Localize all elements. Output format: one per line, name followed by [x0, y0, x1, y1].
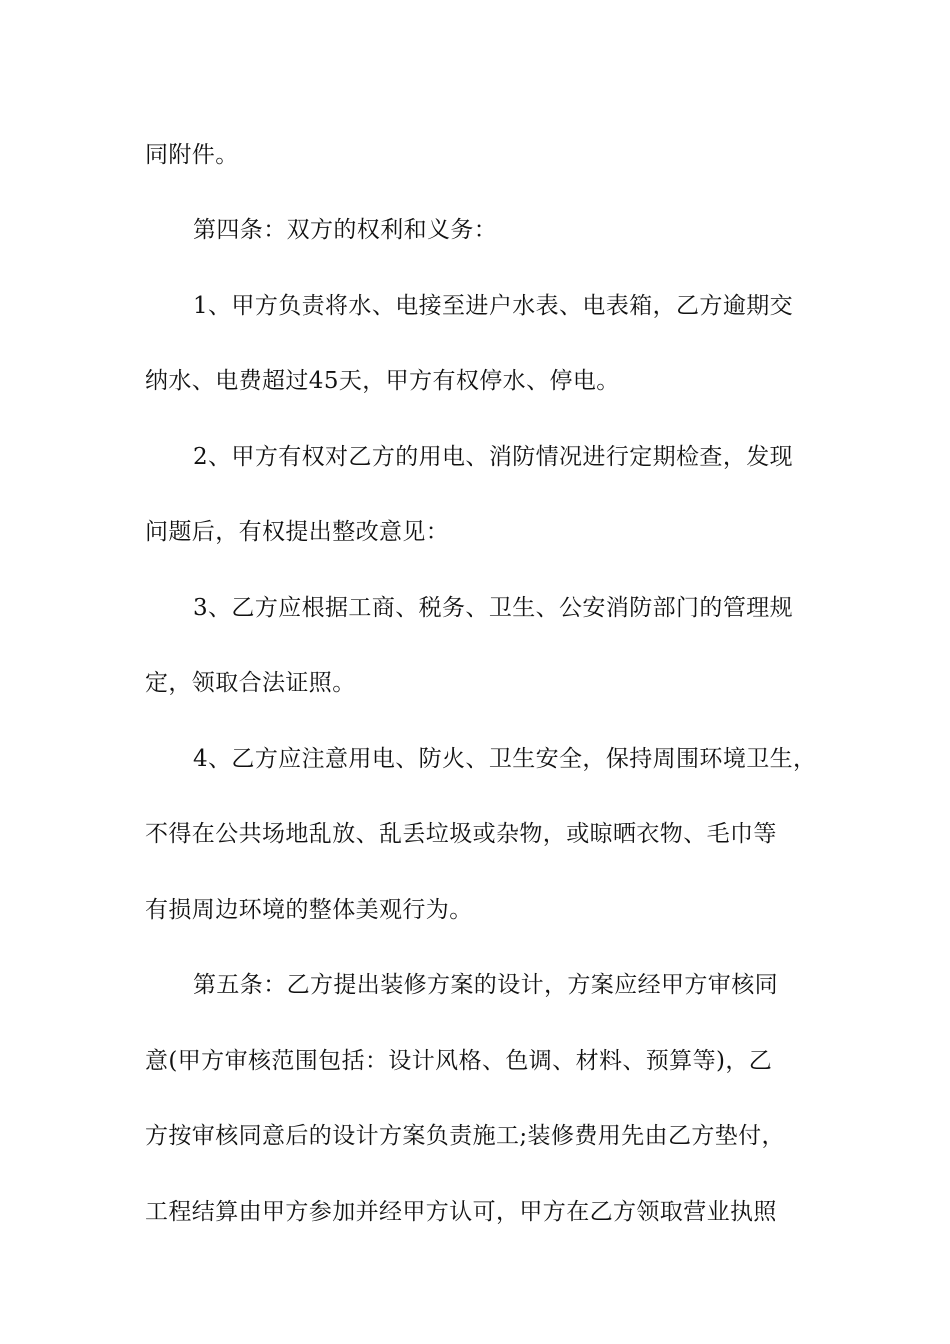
text-line: 2、甲方有权对乙方的用电、消防情况进行定期检查，发现 [193, 444, 794, 470]
text-line: 工程结算由甲方参加并经甲方认可，甲方在乙方领取营业执照 [145, 1199, 777, 1225]
text-line: 问题后，有权提出整改意见： [145, 519, 450, 545]
text-line: 有损周边环境的整体美观行为。 [145, 897, 473, 923]
text-line: 同附件。 [145, 142, 239, 168]
text-line: 第五条：乙方提出装修方案的设计，方案应经甲方审核同 [193, 972, 778, 998]
text-line: 方按审核同意后的设计方案负责施工;装修费用先由乙方垫付， [145, 1123, 785, 1149]
text-line: 3、乙方应根据工商、税务、卫生、公安消防部门的管理规 [193, 595, 794, 621]
text-line: 意(甲方审核范围包括：设计风格、色调、材料、预算等)，乙 [145, 1048, 773, 1074]
text-line: 4、乙方应注意用电、防火、卫生安全，保持周围环境卫生， [193, 746, 817, 772]
text-line: 纳水、电费超过45天，甲方有权停水、停电。 [145, 368, 620, 394]
text-line: 不得在公共场地乱放、乱丢垃圾或杂物，或晾晒衣物、毛巾等 [145, 821, 777, 847]
text-line: 第四条：双方的权利和义务： [193, 217, 498, 243]
text-line: 1、甲方负责将水、电接至进户水表、电表箱，乙方逾期交 [193, 293, 794, 319]
text-line: 定，领取合法证照。 [145, 670, 356, 696]
